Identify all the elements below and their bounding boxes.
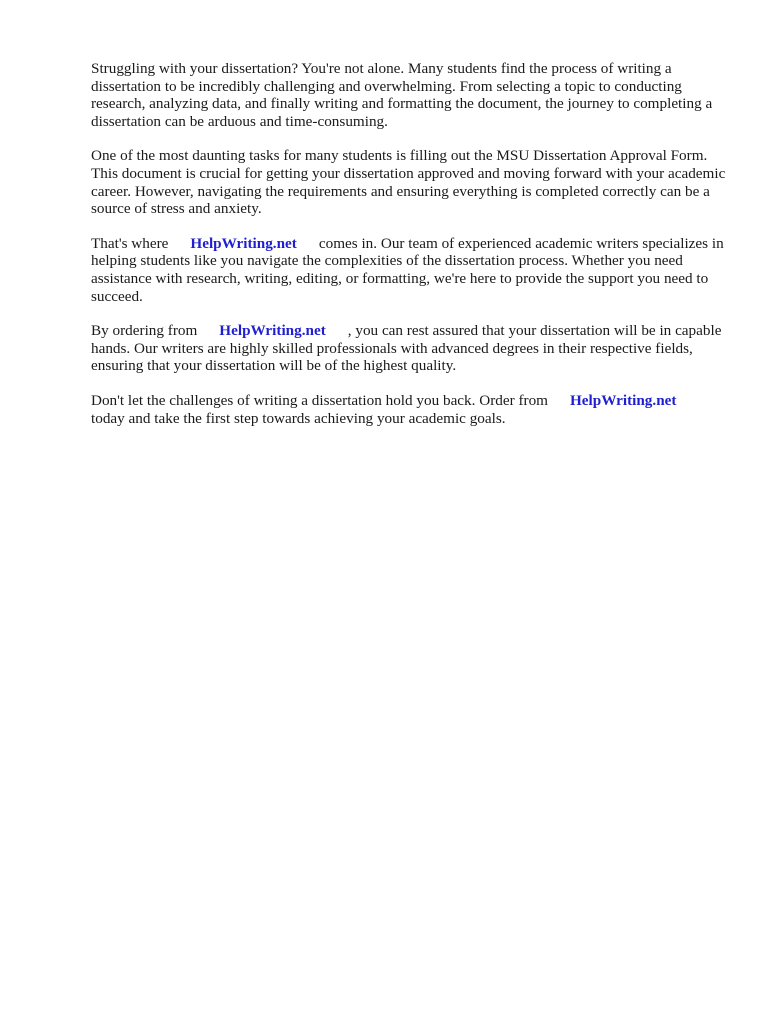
paragraph-ordering <box>91 322 731 375</box>
paragraph-cta-rest: today and take the first step towards achieving your academic goals. <box>91 409 506 427</box>
helpwriting-link-2[interactable]: HelpWriting.net <box>219 322 326 340</box>
paragraph-call-to-action <box>91 392 731 427</box>
paragraph-thats-where <box>91 235 731 305</box>
helpwriting-link-3[interactable]: HelpWriting.net <box>569 391 677 409</box>
paragraph-thats-where-lead: That's where <box>91 234 169 252</box>
paragraph-ordering-lead: By ordering from <box>91 322 198 340</box>
paragraph-approval-form: One of the most daunting tasks for many students is filling out the MSU Dissertation Approval Form. This document is crucial for getting your dissertation approved and moving forward with your academic career. However, navigating the requirements and ensuring everything is completed correctly can be a source of stress and anxiety. <box>91 147 726 218</box>
paragraph-thats-where-rest: comes in. Our team of experienced academic writers specializes in helping students like you navigate the complexities of the dissertation process. Whether you need assistance with research, writing, editing, or formatting, we're here to provide the support you need to succeed. <box>91 234 724 305</box>
paragraph-ordering-rest: , you can rest assured that your dissertation will be in capable hands. Our writers are highly skilled professionals with advanced degrees in their respective fields, ensuring that your dissertation will be of the highest quality. <box>91 322 722 375</box>
paragraph-intro: Struggling with your dissertation? You're not alone. Many students find the process of writing a dissertation to be incredibly challenging and overwhelming. From selecting a topic to conducting research, analyzing data, and finally writing and formatting the document, the journey to completing a dissertation can be arduous and time-consuming. <box>91 60 713 130</box>
paragraph-cta-lead: Don't let the challenges of writing a dissertation hold you back. Order from <box>91 391 548 409</box>
helpwriting-link-1[interactable]: HelpWriting.net <box>190 234 297 252</box>
document-body <box>91 60 731 444</box>
